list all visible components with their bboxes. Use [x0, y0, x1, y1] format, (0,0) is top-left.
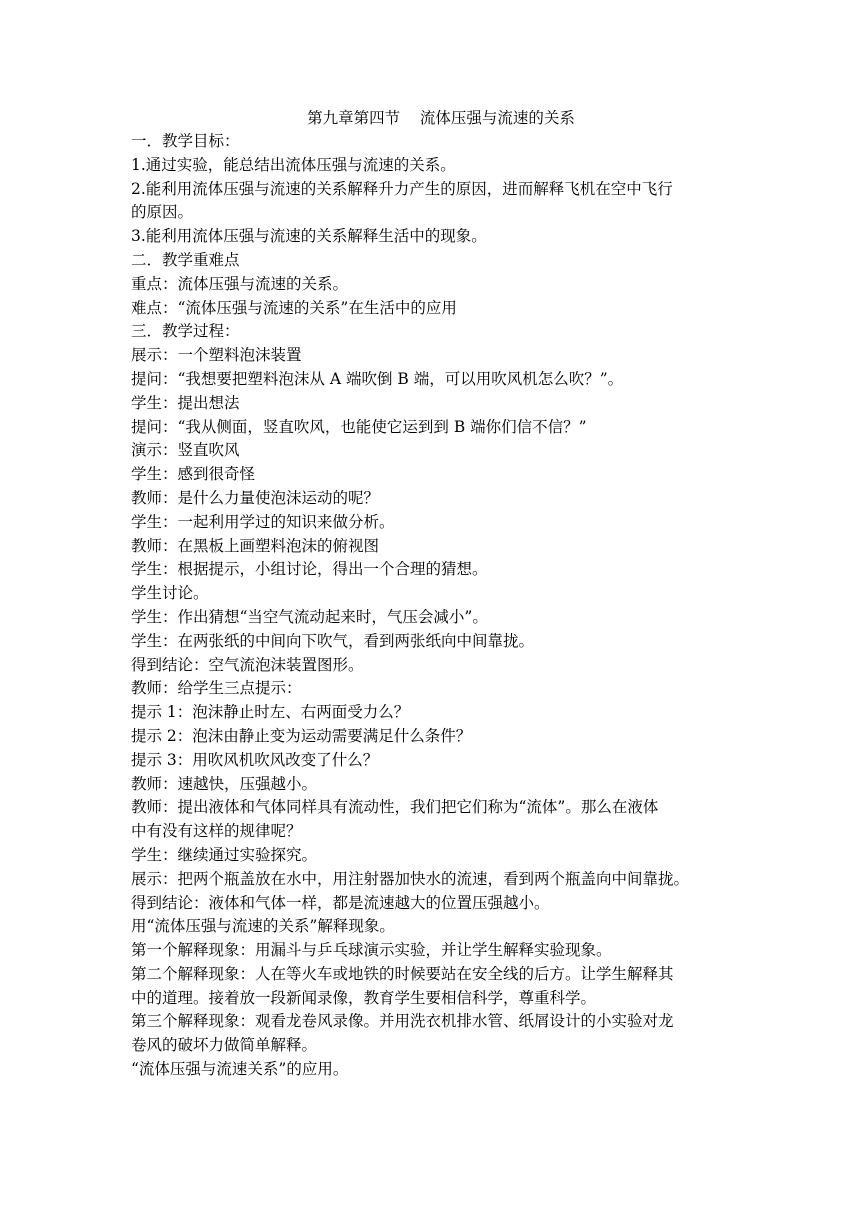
- text-line: 教师：是什么力量使泡沫运动的呢？: [131, 488, 380, 507]
- text-line: 3.能利用流体压强与流速的关系解释生活中的现象。: [131, 227, 487, 246]
- text-line: 教师：提出液体和气体同样具有流动性，我们把它们称为“流体”。那么在液体: [131, 798, 659, 817]
- text-line: 教师：速越快，压强越小。: [131, 774, 318, 793]
- text-line: 提示 1：泡沫静止时左、右两面受力么？: [131, 703, 410, 722]
- text-line: 中有没有这样的规律呢？: [131, 822, 302, 841]
- text-line: 得到结论：液体和气体一样，都是流速越大的位置压强越小。: [131, 893, 550, 912]
- text-line: 2.能利用流体压强与流速的关系解释升力产生的原因，进而解释飞机在空中飞行: [131, 179, 673, 198]
- text-line: 提示 3：用吹风机吹风改变了什么？: [131, 750, 379, 769]
- text-line: 学生：感到很奇怪: [131, 465, 256, 484]
- text-line: 用“流体压强与流速的关系”解释现象。: [131, 917, 395, 936]
- text-line: 一．教学目标：: [131, 132, 240, 150]
- text-line: 的原因。: [131, 203, 194, 222]
- text-line: 难点：“流体压强与流速的关系”在生活中的应用: [131, 298, 457, 317]
- text-line: 学生：提出想法: [131, 393, 240, 412]
- text-line: 第二个解释现象：人在等火车或地铁的时候要站在安全线的后方。让学生解释其: [131, 964, 674, 983]
- text-line: 卷风的破坏力做简单解释。: [131, 1036, 318, 1055]
- document-title: 第九章第四节 流体压强与流速的关系: [307, 109, 575, 127]
- text-line: 第三个解释现象：观看龙卷风录像。并用洗衣机排水管、纸屑设计的小实验对龙: [131, 1012, 674, 1031]
- document-body: [131, 130, 731, 1082]
- text-line: 中的道理。接着放一段新闻录像，教育学生要相信科学，尊重科学。: [131, 988, 597, 1007]
- text-line: 学生：继续通过实验探究。: [131, 845, 318, 864]
- text-line: 二．教学重难点: [131, 250, 240, 269]
- text-line: 学生：在两张纸的中间向下吹气，看到两张纸向中间靠拢。: [131, 631, 535, 650]
- text-line: 提示 2：泡沫由静止变为运动需要满足什么条件？: [131, 726, 472, 745]
- text-line: 三．教学过程：: [131, 322, 240, 341]
- text-line: “流体压强与流速关系”的应用。: [131, 1060, 349, 1079]
- text-line: 提问：“我想要把塑料泡沫从 A 端吹倒 B 端，可以用吹风机怎么吹？”。: [131, 369, 624, 388]
- text-line: 教师：在黑板上画塑料泡沫的俯视图: [131, 536, 380, 555]
- text-line: 提问：“我从侧面，竖直吹风，也能使它运到到 B 端你们信不信？”: [131, 417, 587, 436]
- text-line: 教师：给学生三点提示：: [131, 679, 302, 698]
- text-line: 演示：竖直吹风: [131, 441, 240, 460]
- text-line: 重点：流体压强与流速的关系。: [131, 274, 349, 293]
- text-line: 第一个解释现象：用漏斗与乒乓球演示实验，并让学生解释实验现象。: [131, 941, 612, 960]
- text-line: 学生讨论。: [131, 584, 209, 603]
- text-line: 展示：把两个瓶盖放在水中，用注射器加快水的流速，看到两个瓶盖向中间靠拢。: [131, 869, 690, 888]
- text-line: 得到结论：空气流泡沫装置图形。: [131, 655, 364, 674]
- text-line: 学生：作出猜想“当空气流动起来时，气压会减小”。: [131, 607, 488, 626]
- text-line: 学生：根据提示，小组讨论，得出一个合理的猜想。: [131, 560, 488, 579]
- text-line: 展示：一个塑料泡沫装置: [131, 346, 302, 365]
- document-page: [131, 106, 731, 1082]
- text-line: 学生：一起利用学过的知识来做分析。: [131, 512, 395, 531]
- text-line: 1.通过实验，能总结出流体压强与流速的关系。: [131, 155, 456, 174]
